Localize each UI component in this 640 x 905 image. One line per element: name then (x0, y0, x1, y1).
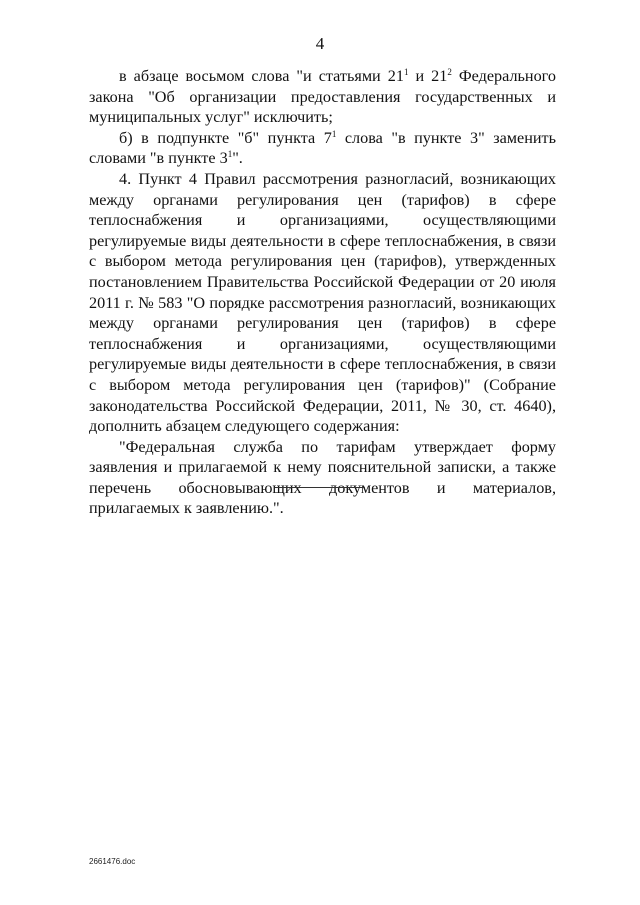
document-body (89, 66, 556, 519)
paragraph-text: в абзаце восьмом слова "и статьями 21 (119, 67, 404, 85)
file-name-footer: 2661476.doc (89, 857, 136, 866)
page-number: 4 (315, 34, 325, 53)
superscript: 1 (403, 67, 409, 77)
paragraph-punkt-4: 4. Пункт 4 Правил рассмотрения разногласий, возникающих между органами регулирования цен (тарифов) в сфере теплоснабжения и организациями, осуществляющими регулируемые виды деятельности в сфере теплоснабжения, в связи с выбором метода регулирования цен (тарифов), утвержденных постановлением Правительства Российской Федерации от 20 июля 2011 г. № 583 "О порядке рассмотрения разногласий, возникающих между органами регулирования цен (тарифов) в сфере теплоснабжения и организациями, осуществляющими регулируемые виды деятельности в сфере теплоснабжения, в связи с выбором метода регулирования цен (тарифов)" (Собрание законодательства Российской Федерации, 2011, № 30, ст. 4640), дополнить абзацем следующего содержания: (89, 169, 556, 436)
paragraph-text: и 21 (408, 67, 448, 85)
closing-divider (275, 487, 365, 488)
paragraph-text: слова "в пункте 3" заменить словами "в пункте 3 (89, 128, 556, 168)
superscript: 2 (447, 67, 452, 77)
paragraph-abzac-vosmoy (89, 66, 556, 128)
superscript: 1 (227, 149, 233, 160)
paragraph-text: ". (232, 149, 243, 168)
paragraph-podpunkt-b (89, 128, 556, 169)
paragraph-text: б) в подпункте "б" пункта 7 (119, 128, 332, 147)
paragraph-quoted-addition: "Федеральная служба по тарифам утверждает форму заявления и прилагаемой к нему пояснительной записки, а также перечень обосновывающих документов и материалов, прилагаемых к заявлению.". (89, 437, 556, 518)
superscript: 1 (331, 128, 337, 139)
paragraph-text: Федерального закона "Об организации предоставления государственных и муниципальных услуг" исключить; (89, 67, 556, 127)
